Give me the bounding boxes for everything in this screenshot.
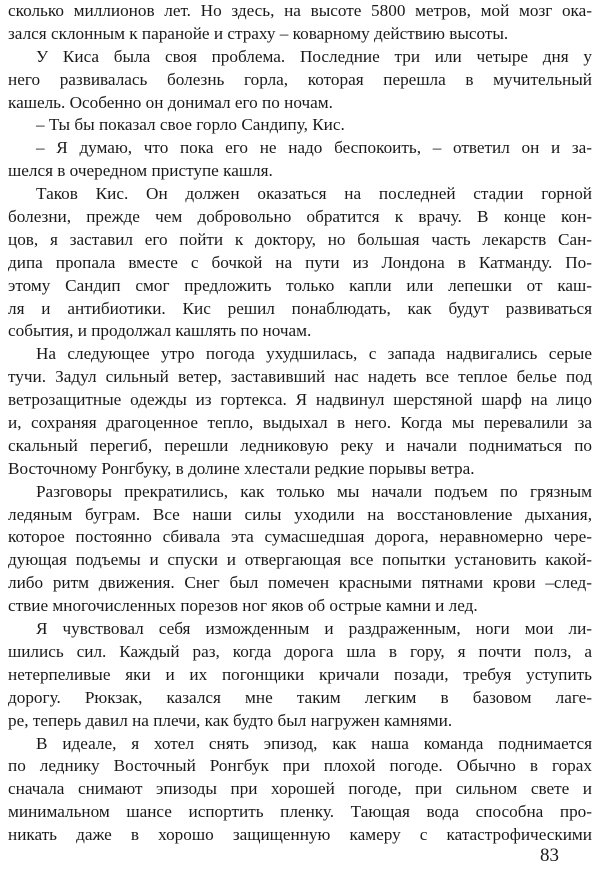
text-line: него развивалась болезнь горла, которая перешла в мучительный [8, 69, 592, 89]
text-line: ледяным буграм. Все наши силы уходили на восстановление дыхания, [8, 504, 592, 524]
text-line: нетерпеливые яки и их погонщики кричали позади, требуя уступить [8, 664, 592, 684]
paragraph [8, 46, 592, 115]
text-line: – Я думаю, что пока его не надо беспокоить, – ответил он и за- [36, 138, 592, 158]
text-line: либо ритм движения. Снег был помечен красными пятнами крови –след- [8, 573, 592, 593]
text-line: сначала снимают эпизоды при хорошей погоде, при сильном свете и [8, 779, 592, 799]
text-line: и, сохраняя драгоценное тепло, выдыхал в него. Когда мы перевалили за [8, 413, 592, 433]
text-line: болезни, прежде чем добровольно обратится к врачу. В конце кон- [8, 207, 592, 227]
text-line: сколько миллионов лет. Но здесь, на высоте 5800 метров, мой мозг ока- [8, 1, 592, 20]
text-line: ля и антибиотики. Кис решил понаблюдать, как будут развиваться [8, 298, 592, 318]
paragraph [8, 618, 592, 732]
text-line: этому Сандип смог предложить только капли или лепешки от каш- [8, 275, 592, 295]
paragraph [8, 183, 592, 343]
text-line: по леднику Восточный Ронгбук при плохой погоде. Обычно в горах [8, 756, 592, 776]
text-line: шелся в очередном приступе кашля. [8, 161, 273, 181]
text-line: зался склонным к паранойе и страху – коварному действию высоты. [8, 23, 509, 43]
text-line: дипа пропала вместе с бочкой на пути из Лондона в Катманду. По- [8, 252, 592, 272]
text-line: Разговоры прекратились, как только мы начали подъем по грязным [36, 481, 592, 501]
text-line: Я чувствовал себя изможденным и раздраженным, ноги мои ли- [36, 619, 592, 639]
text-line: ре, теперь давил на плечи, как будто был нагружен камнями. [8, 710, 453, 730]
page-number: 83 [540, 845, 559, 866]
text-line: Таков Кис. Он должен оказаться на последней стадии горной [36, 184, 592, 204]
text-line: скальный перегиб, перешли ледниковую реку и начали подниматься по [8, 435, 592, 455]
text-line: дующая подъемы и спуски и отвергающая все попытки установить какой- [8, 550, 592, 570]
text-line: цов, я заставил его пойти к доктору, но большая часть лекарств Сан- [8, 229, 592, 249]
text-line: У Киса была своя проблема. Последние три или четыре дня у [36, 46, 592, 66]
text-line: дорогу. Рюкзак, казался мне таким легким в базовом лаге- [8, 687, 592, 707]
text-line: В идеале, я хотел снять эпизод, как наша команда поднимается [36, 733, 592, 753]
text-line: ствие многочисленных порезов ног яков об острые камни и лед. [8, 596, 478, 616]
text-line: которое постоянно сбивала эта сумасшедшая дорога, неравномерно чере- [8, 527, 592, 547]
text-line: На следующее утро погода ухудшилась, с запада надвигались серые [36, 344, 592, 364]
text-line: кашель. Особенно он донимал его по ночам. [8, 92, 333, 112]
text-line: события, и продолжал кашлять по ночам. [8, 321, 312, 341]
paragraph [8, 0, 592, 46]
text-line: шились сил. Каждый раз, когда дорога шла в гору, я почти полз, а [8, 641, 592, 661]
paragraph [8, 733, 592, 847]
text-line: ветрозащитные одежды из гортекса. Я надвинул шерстяной шарф на лицо [8, 390, 592, 410]
paragraph [8, 343, 592, 480]
paragraph [8, 114, 592, 137]
paragraph [8, 137, 592, 183]
paragraph [8, 481, 592, 618]
text-line: минимальном шансе испортить пленку. Тающая вода способна про- [8, 802, 592, 822]
text-line: – Ты бы показал свое горло Сандипу, Кис. [36, 115, 345, 135]
text-line: тучи. Задул сильный ветер, заставивший нас надеть все теплое белье под [8, 367, 592, 387]
body-text [8, 0, 592, 847]
text-line: никать даже в хорошо защищенную камеру с катастрофическими [8, 825, 592, 845]
text-line: Восточному Ронгбуку, в долине хлестали редкие порывы ветра. [8, 458, 475, 478]
